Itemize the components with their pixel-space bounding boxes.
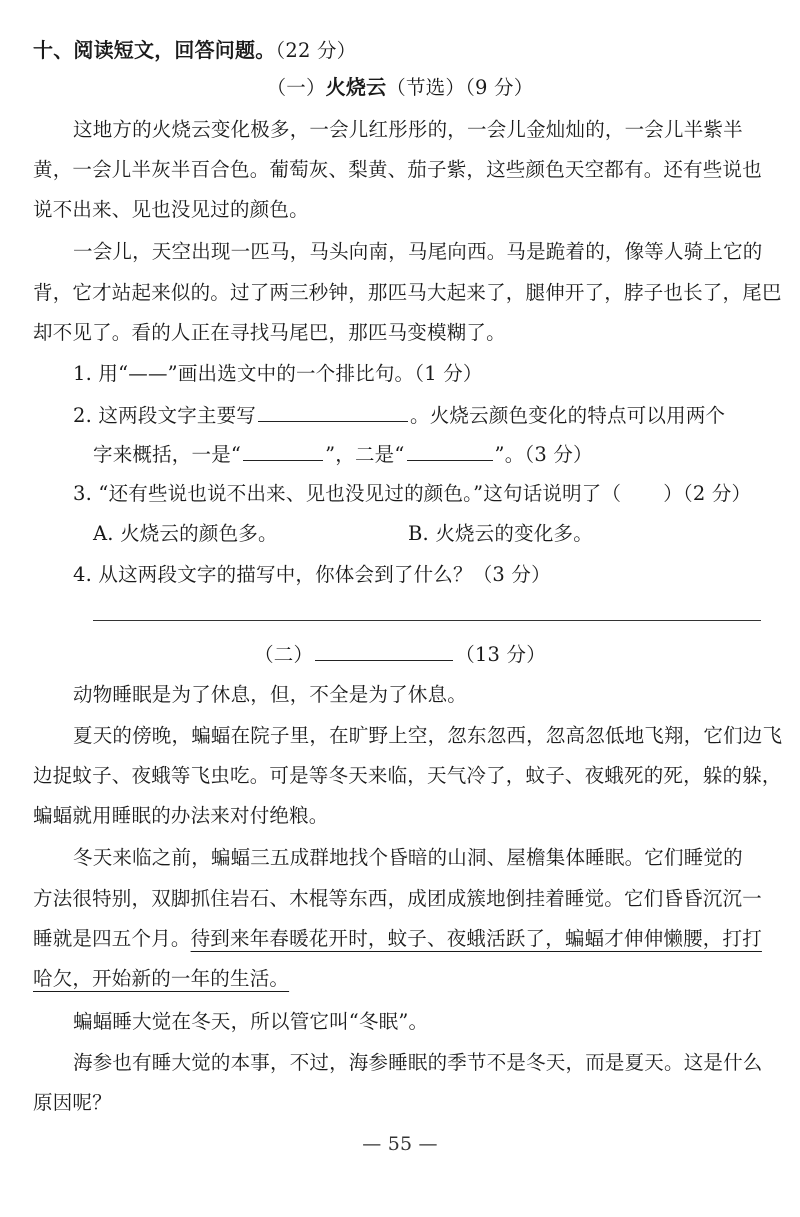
part1-label: （一）: [266, 76, 326, 99]
passage2-line: 夏天的傍晚，蝙蝠在院子里，在旷野上空，忽东忽西，忽高忽低地飞翔，它们边飞: [73, 724, 783, 747]
answer-blank-word-1[interactable]: [243, 442, 323, 461]
answer-blank-main-topic[interactable]: [258, 403, 408, 422]
passage1-line: 黄，一会儿半灰半百合色。葡萄灰、梨黄、茄子紫，这些颜色天空都有。还有些说也: [33, 158, 762, 181]
title-blank[interactable]: [315, 642, 453, 661]
passage2-line: 方法很特别，双脚抓住岩石、木棍等东西，成团成簇地倒挂着睡觉。它们昏昏沉沉一: [33, 887, 762, 910]
option-a: A. 火烧云的颜色多。: [93, 522, 278, 545]
section-score: （22 分）: [275, 39, 357, 62]
part1-title: 火烧云: [325, 75, 387, 99]
passage2-line: [33, 967, 289, 991]
passage1-line: 背，它才站起来似的。过了两三秒钟，那匹马大起来了，腿伸开了，脖子也长了，尾巴: [33, 281, 782, 304]
question-4: 4. 从这两段文字的描写中，你体会到了什么？（3 分）: [73, 563, 551, 586]
passage2-line: 蝙蝠就用睡眠的办法来对付绝粮。: [33, 804, 329, 827]
passage1-line: 这地方的火烧云变化极多，一会儿红彤彤的，一会儿金灿灿的，一会儿半紫半: [73, 118, 743, 141]
passage2-line: 边捉蚊子、夜蛾等飞虫吃。可是等冬天来临，天气冷了，蚊子、夜蛾死的死，躲的躲，: [33, 764, 782, 787]
underlined-sentence-cont: 哈欠，开始新的一年的生活。: [33, 967, 290, 990]
section-heading: [33, 38, 356, 63]
question-2-cont: 字来概括，一是“ ”，二是“ ”。（3 分）: [93, 443, 593, 466]
part1-heading: [0, 75, 800, 100]
passage1-line: 说不出来、见也没见过的颜色。: [33, 198, 309, 221]
underlined-sentence: 待到来年春暖花开时，蚊子、夜蛾活跃了，蝙蝠才伸伸懒腰，打打: [190, 927, 762, 950]
part2-heading: [0, 642, 800, 667]
page-number: — 55 —: [362, 1133, 438, 1155]
part2-score: （13 分）: [455, 643, 546, 666]
passage2-line: 蝙蝠睡大觉在冬天，所以管它叫“冬眠”。: [73, 1010, 429, 1033]
question-2: 2. 这两段文字主要写 。火烧云颜色变化的特点可以用两个: [73, 404, 726, 427]
option-b: B. 火烧云的变化多。: [408, 522, 593, 545]
passage1-line: 却不见了。看的人正在寻找马尾巴，那匹马变模糊了。: [33, 321, 506, 344]
passage2-line: 冬天来临之前，蝙蝠三五成群地找个昏暗的山洞、屋檐集体睡眠。它们睡觉的: [73, 846, 743, 869]
passage2-line: 动物睡眠是为了休息，但，不全是为了休息。: [73, 683, 468, 706]
answer-line-q4[interactable]: [93, 620, 761, 621]
part1-note: （节选）（9 分）: [386, 76, 534, 99]
passage2-line: 海参也有睡大觉的本事，不过，海参睡眠的季节不是冬天，而是夏天。这是什么: [73, 1051, 763, 1074]
passage2-line: 睡就是四五个月。待到来年春暖花开时，蚊子、夜蛾活跃了，蝙蝠才伸伸懒腰，打打: [33, 927, 762, 950]
passage1-line: 一会儿，天空出现一匹马，马头向南，马尾向西。马是跪着的，像等人骑上它的: [73, 240, 763, 263]
question-1: 1. 用“——”画出选文中的一个排比句。（1 分）: [73, 362, 483, 385]
answer-blank-word-2[interactable]: [407, 442, 493, 461]
passage2-line: 原因呢？: [33, 1091, 112, 1114]
section-title: 十、阅读短文，回答问题。: [33, 38, 276, 62]
part2-label: （二）: [254, 643, 314, 666]
question-3: 3. “还有些说也说不出来、见也没见过的颜色。”这句话说明了（ ）（2 分）: [73, 482, 752, 505]
